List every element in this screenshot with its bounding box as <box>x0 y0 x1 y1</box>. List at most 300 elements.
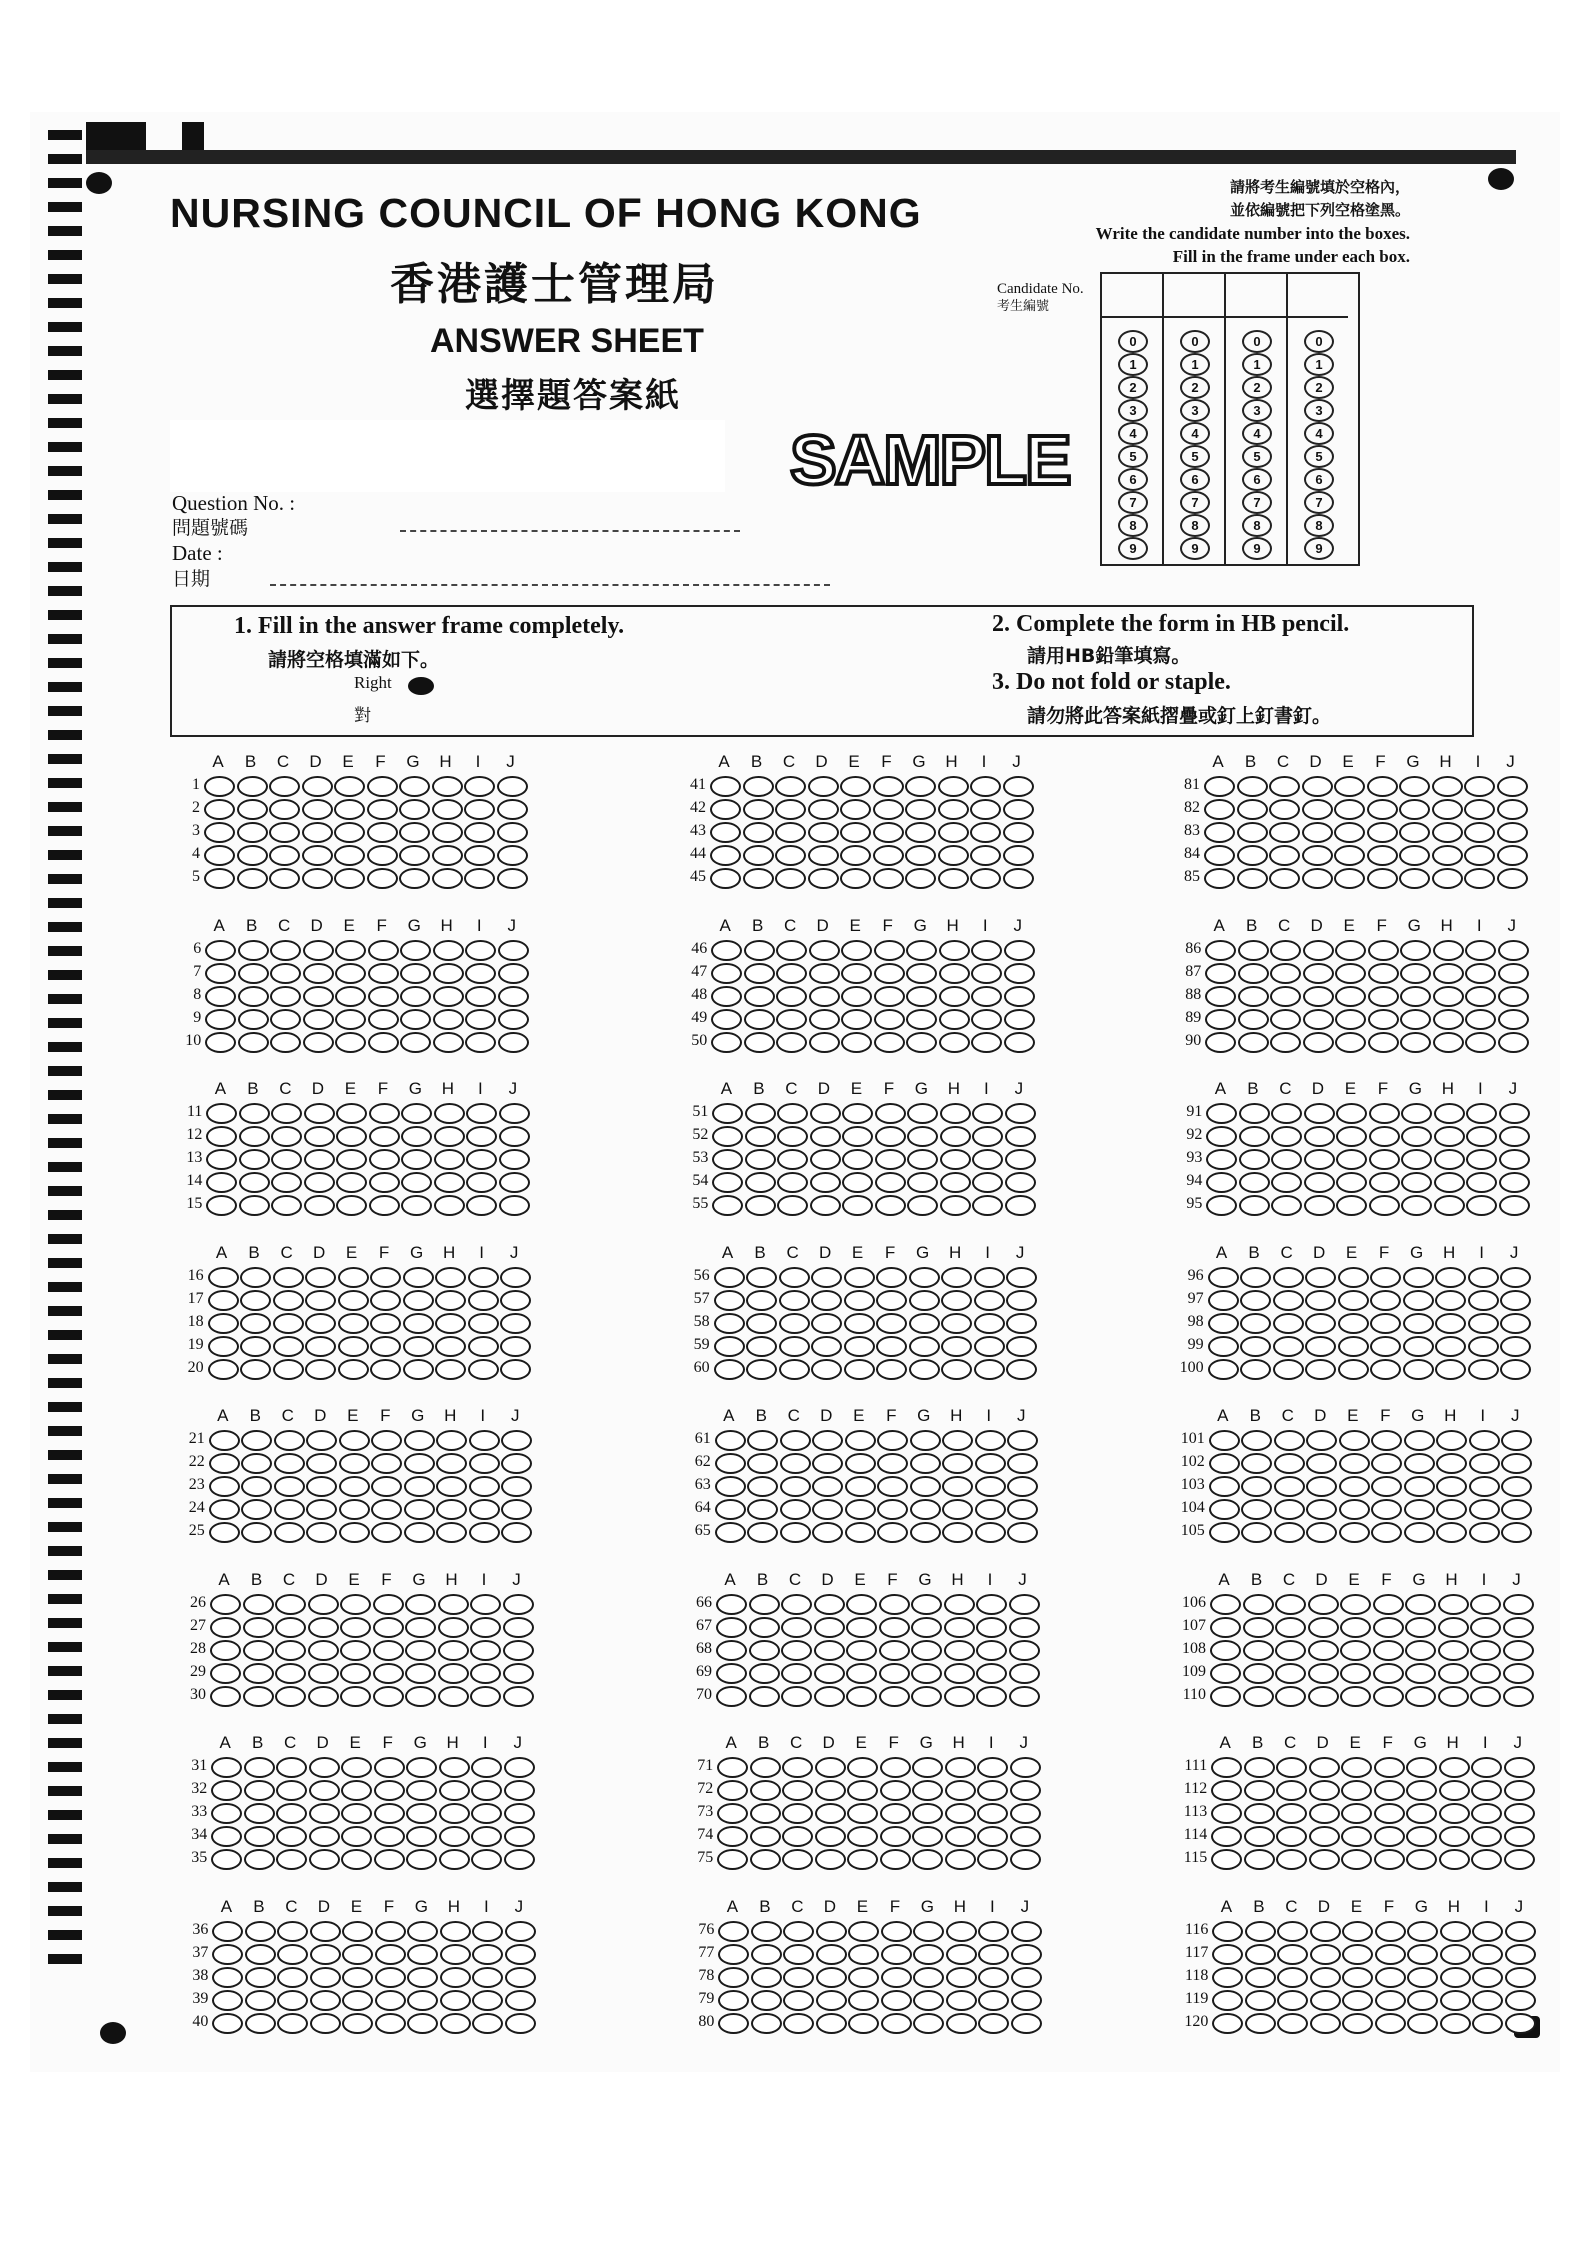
answer-bubble[interactable] <box>241 1499 272 1520</box>
answer-bubble[interactable] <box>812 1453 843 1474</box>
answer-bubble[interactable] <box>873 776 904 797</box>
answer-bubble[interactable] <box>305 1336 336 1357</box>
answer-bubble[interactable] <box>976 1663 1007 1684</box>
answer-bubble[interactable] <box>340 1617 371 1638</box>
answer-bubble[interactable] <box>277 1967 308 1988</box>
answer-bubble[interactable] <box>432 845 463 866</box>
answer-bubble[interactable] <box>432 799 463 820</box>
answer-bubble[interactable] <box>334 845 365 866</box>
answer-bubble[interactable] <box>1401 1172 1432 1193</box>
answer-bubble[interactable] <box>206 1172 237 1193</box>
answer-bubble[interactable] <box>1011 1944 1042 1965</box>
answer-bubble[interactable] <box>1403 1267 1434 1288</box>
answer-bubble[interactable] <box>880 1757 911 1778</box>
answer-bubble[interactable] <box>1009 1663 1040 1684</box>
answer-bubble[interactable] <box>972 1103 1003 1124</box>
answer-bubble[interactable] <box>407 1944 438 1965</box>
answer-bubble[interactable] <box>975 1453 1006 1474</box>
answer-bubble[interactable] <box>710 799 741 820</box>
answer-bubble[interactable] <box>404 1499 435 1520</box>
answer-bubble[interactable] <box>1371 1430 1402 1451</box>
answer-bubble[interactable] <box>1204 822 1235 843</box>
answer-bubble[interactable] <box>939 940 970 961</box>
answer-bubble[interactable] <box>374 1826 405 1847</box>
answer-bubble[interactable] <box>1465 1032 1496 1053</box>
answer-bubble[interactable] <box>1399 845 1430 866</box>
answer-bubble[interactable] <box>747 1430 778 1451</box>
answer-bubble[interactable] <box>1334 799 1365 820</box>
answer-bubble[interactable] <box>1277 1967 1308 1988</box>
answer-bubble[interactable] <box>811 1267 842 1288</box>
answer-bubble[interactable] <box>777 1126 808 1147</box>
answer-bubble[interactable] <box>210 1663 241 1684</box>
candidate-digit-bubble[interactable]: 2 <box>1304 376 1334 399</box>
answer-bubble[interactable] <box>1209 1476 1240 1497</box>
answer-bubble[interactable] <box>505 2013 536 2034</box>
answer-bubble[interactable] <box>438 1617 469 1638</box>
answer-bubble[interactable] <box>374 1803 405 1824</box>
answer-bubble[interactable] <box>239 1126 270 1147</box>
answer-bubble[interactable] <box>245 2013 276 2034</box>
answer-bubble[interactable] <box>1468 1359 1499 1380</box>
answer-bubble[interactable] <box>808 868 839 889</box>
answer-bubble[interactable] <box>1245 2013 1276 2034</box>
answer-bubble[interactable] <box>1498 940 1529 961</box>
candidate-digit-bubble[interactable]: 4 <box>1118 422 1148 445</box>
answer-bubble[interactable] <box>1010 1780 1041 1801</box>
candidate-digit-bubble[interactable]: 3 <box>1180 399 1210 422</box>
answer-bubble[interactable] <box>206 1149 237 1170</box>
answer-bubble[interactable] <box>1499 1126 1530 1147</box>
answer-bubble[interactable] <box>1011 2013 1042 2034</box>
answer-bubble[interactable] <box>779 1290 810 1311</box>
answer-bubble[interactable] <box>440 2013 471 2034</box>
answer-bubble[interactable] <box>1407 2013 1438 2034</box>
answer-bubble[interactable] <box>775 822 806 843</box>
answer-bubble[interactable] <box>1336 1103 1367 1124</box>
answer-bubble[interactable] <box>1240 1336 1271 1357</box>
answer-bubble[interactable] <box>880 1803 911 1824</box>
answer-bubble[interactable] <box>977 1757 1008 1778</box>
answer-bubble[interactable] <box>498 986 529 1007</box>
answer-bubble[interactable] <box>1243 1640 1274 1661</box>
answer-bubble[interactable] <box>1209 1522 1240 1543</box>
answer-bubble[interactable] <box>848 1967 879 1988</box>
answer-bubble[interactable] <box>335 1032 366 1053</box>
answer-bubble[interactable] <box>209 1522 240 1543</box>
answer-bubble[interactable] <box>1401 1126 1432 1147</box>
answer-bubble[interactable] <box>499 1103 530 1124</box>
answer-bubble[interactable] <box>303 1032 334 1053</box>
answer-bubble[interactable] <box>1271 1103 1302 1124</box>
answer-bubble[interactable] <box>1342 1967 1373 1988</box>
candidate-digit-bubble[interactable]: 6 <box>1118 468 1148 491</box>
answer-bubble[interactable] <box>780 1476 811 1497</box>
answer-bubble[interactable] <box>808 776 839 797</box>
answer-bubble[interactable] <box>1341 1757 1372 1778</box>
answer-bubble[interactable] <box>841 986 872 1007</box>
answer-bubble[interactable] <box>751 1990 782 2011</box>
answer-bubble[interactable] <box>847 1803 878 1824</box>
answer-bubble[interactable] <box>777 1195 808 1216</box>
answer-bubble[interactable] <box>1371 1499 1402 1520</box>
answer-bubble[interactable] <box>971 1009 1002 1030</box>
answer-bubble[interactable] <box>911 1663 942 1684</box>
answer-bubble[interactable] <box>273 1336 304 1357</box>
answer-bubble[interactable] <box>241 1522 272 1543</box>
answer-bubble[interactable] <box>399 868 430 889</box>
answer-bubble[interactable] <box>909 1359 940 1380</box>
answer-bubble[interactable] <box>809 940 840 961</box>
answer-bubble[interactable] <box>1464 822 1495 843</box>
answer-bubble[interactable] <box>745 1126 776 1147</box>
answer-bubble[interactable] <box>1464 776 1495 797</box>
answer-bubble[interactable] <box>438 1640 469 1661</box>
answer-bubble[interactable] <box>1336 1172 1367 1193</box>
answer-bubble[interactable] <box>972 1195 1003 1216</box>
answer-bubble[interactable] <box>875 1149 906 1170</box>
answer-bubble[interactable] <box>811 1313 842 1334</box>
answer-bubble[interactable] <box>779 1359 810 1380</box>
answer-bubble[interactable] <box>341 1780 372 1801</box>
answer-bubble[interactable] <box>1304 1172 1335 1193</box>
answer-bubble[interactable] <box>1435 1290 1466 1311</box>
answer-bubble[interactable] <box>1243 1663 1274 1684</box>
answer-bubble[interactable] <box>942 1453 973 1474</box>
answer-bubble[interactable] <box>1240 1359 1271 1380</box>
answer-bubble[interactable] <box>1006 1359 1037 1380</box>
answer-bubble[interactable] <box>1498 1009 1529 1030</box>
answer-bubble[interactable] <box>873 799 904 820</box>
answer-bubble[interactable] <box>747 1522 778 1543</box>
answer-bubble[interactable] <box>906 940 937 961</box>
answer-bubble[interactable] <box>1436 1522 1467 1543</box>
answer-bubble[interactable] <box>239 1195 270 1216</box>
answer-bubble[interactable] <box>371 1522 402 1543</box>
answer-bubble[interactable] <box>205 986 236 1007</box>
answer-bubble[interactable] <box>211 1780 242 1801</box>
answer-bubble[interactable] <box>370 1336 401 1357</box>
answer-bubble[interactable] <box>710 845 741 866</box>
answer-bubble[interactable] <box>399 822 430 843</box>
answer-bubble[interactable] <box>304 1149 335 1170</box>
answer-bubble[interactable] <box>845 1522 876 1543</box>
answer-bubble[interactable] <box>407 2013 438 2034</box>
answer-bubble[interactable] <box>976 1617 1007 1638</box>
answer-bubble[interactable] <box>302 822 333 843</box>
answer-bubble[interactable] <box>1243 1686 1274 1707</box>
answer-bubble[interactable] <box>715 1522 746 1543</box>
answer-bubble[interactable] <box>1370 1267 1401 1288</box>
answer-bubble[interactable] <box>749 1640 780 1661</box>
answer-bubble[interactable] <box>212 1944 243 1965</box>
answer-bubble[interactable] <box>1306 1522 1337 1543</box>
answer-bubble[interactable] <box>974 1336 1005 1357</box>
answer-bubble[interactable] <box>205 1032 236 1053</box>
answer-bubble[interactable] <box>1405 1640 1436 1661</box>
answer-bubble[interactable] <box>339 1430 370 1451</box>
answer-bubble[interactable] <box>239 1149 270 1170</box>
answer-bubble[interactable] <box>304 1172 335 1193</box>
answer-bubble[interactable] <box>271 1195 302 1216</box>
answer-bubble[interactable] <box>783 1967 814 1988</box>
answer-bubble[interactable] <box>369 1149 400 1170</box>
answer-bubble[interactable] <box>440 1990 471 2011</box>
answer-bubble[interactable] <box>1466 1126 1497 1147</box>
answer-bubble[interactable] <box>212 2013 243 2034</box>
answer-bubble[interactable] <box>1367 845 1398 866</box>
answer-bubble[interactable] <box>974 1313 1005 1334</box>
answer-bubble[interactable] <box>336 1195 367 1216</box>
answer-bubble[interactable] <box>977 1849 1008 1870</box>
answer-bubble[interactable] <box>975 1499 1006 1520</box>
answer-bubble[interactable] <box>1498 986 1529 1007</box>
answer-bubble[interactable] <box>472 1990 503 2011</box>
answer-bubble[interactable] <box>842 1149 873 1170</box>
answer-bubble[interactable] <box>942 1499 973 1520</box>
answer-bubble[interactable] <box>497 799 528 820</box>
answer-bubble[interactable] <box>1404 1453 1435 1474</box>
answer-bubble[interactable] <box>1237 845 1268 866</box>
answer-bubble[interactable] <box>1464 845 1495 866</box>
answer-bubble[interactable] <box>1470 1640 1501 1661</box>
answer-bubble[interactable] <box>469 1430 500 1451</box>
candidate-digit-bubble[interactable]: 9 <box>1242 537 1272 560</box>
answer-bubble[interactable] <box>815 1780 846 1801</box>
answer-bubble[interactable] <box>912 1803 943 1824</box>
answer-bubble[interactable] <box>210 1617 241 1638</box>
answer-bubble[interactable] <box>339 1453 370 1474</box>
answer-bubble[interactable] <box>1009 1617 1040 1638</box>
answer-bubble[interactable] <box>874 963 905 984</box>
answer-bubble[interactable] <box>845 1476 876 1497</box>
answer-bubble[interactable] <box>277 2013 308 2034</box>
candidate-digit-bubble[interactable]: 5 <box>1242 445 1272 468</box>
answer-bubble[interactable] <box>1243 1594 1274 1615</box>
answer-bubble[interactable] <box>1436 1453 1467 1474</box>
answer-bubble[interactable] <box>1407 1990 1438 2011</box>
answer-bubble[interactable] <box>846 1663 877 1684</box>
answer-bubble[interactable] <box>775 799 806 820</box>
answer-bubble[interactable] <box>1369 1195 1400 1216</box>
answer-bubble[interactable] <box>751 1944 782 1965</box>
answer-bubble[interactable] <box>810 1149 841 1170</box>
answer-bubble[interactable] <box>240 1267 271 1288</box>
answer-bubble[interactable] <box>367 845 398 866</box>
answer-bubble[interactable] <box>1375 1990 1406 2011</box>
answer-bubble[interactable] <box>814 1617 845 1638</box>
answer-bubble[interactable] <box>1472 1990 1503 2011</box>
answer-bubble[interactable] <box>1342 1944 1373 1965</box>
answer-bubble[interactable] <box>271 1172 302 1193</box>
answer-bubble[interactable] <box>1470 1594 1501 1615</box>
answer-bubble[interactable] <box>1466 1172 1497 1193</box>
answer-bubble[interactable] <box>237 776 268 797</box>
answer-bubble[interactable] <box>271 1103 302 1124</box>
answer-bubble[interactable] <box>1340 1686 1371 1707</box>
answer-bubble[interactable] <box>971 940 1002 961</box>
answer-bubble[interactable] <box>1334 845 1365 866</box>
answer-bubble[interactable] <box>237 868 268 889</box>
answer-bubble[interactable] <box>1204 868 1235 889</box>
candidate-digit-bubble[interactable]: 5 <box>1180 445 1210 468</box>
answer-bubble[interactable] <box>209 1453 240 1474</box>
answer-bubble[interactable] <box>335 940 366 961</box>
answer-bubble[interactable] <box>1472 1944 1503 1965</box>
answer-bubble[interactable] <box>1340 1617 1371 1638</box>
answer-bubble[interactable] <box>1369 1149 1400 1170</box>
answer-bubble[interactable] <box>716 1617 747 1638</box>
answer-bubble[interactable] <box>1400 986 1431 1007</box>
answer-bubble[interactable] <box>1273 1359 1304 1380</box>
answer-bubble[interactable] <box>978 1944 1009 1965</box>
answer-bubble[interactable] <box>436 1430 467 1451</box>
answer-bubble[interactable] <box>1432 776 1463 797</box>
answer-bubble[interactable] <box>1400 963 1431 984</box>
answer-bubble[interactable] <box>1436 1476 1467 1497</box>
answer-bubble[interactable] <box>468 1290 499 1311</box>
answer-bubble[interactable] <box>881 1990 912 2011</box>
answer-bubble[interactable] <box>1407 1921 1438 1942</box>
answer-bubble[interactable] <box>241 1453 272 1474</box>
answer-bubble[interactable] <box>840 845 871 866</box>
answer-bubble[interactable] <box>717 1849 748 1870</box>
answer-bubble[interactable] <box>245 1921 276 1942</box>
answer-bubble[interactable] <box>1308 1686 1339 1707</box>
answer-bubble[interactable] <box>273 1313 304 1334</box>
answer-bubble[interactable] <box>212 1990 243 2011</box>
question-no-field[interactable] <box>400 530 740 532</box>
answer-bubble[interactable] <box>1244 1803 1275 1824</box>
answer-bubble[interactable] <box>1338 1313 1369 1334</box>
answer-bubble[interactable] <box>1006 1336 1037 1357</box>
answer-bubble[interactable] <box>211 1826 242 1847</box>
candidate-digit-bubble[interactable]: 6 <box>1242 468 1272 491</box>
answer-bubble[interactable] <box>503 1617 534 1638</box>
answer-bubble[interactable] <box>1271 1149 1302 1170</box>
answer-bubble[interactable] <box>1342 1990 1373 2011</box>
answer-bubble[interactable] <box>718 2013 749 2034</box>
answer-bubble[interactable] <box>1335 963 1366 984</box>
answer-bubble[interactable] <box>970 845 1001 866</box>
answer-bubble[interactable] <box>1368 1032 1399 1053</box>
answer-bubble[interactable] <box>715 1499 746 1520</box>
answer-bubble[interactable] <box>972 1149 1003 1170</box>
answer-bubble[interactable] <box>875 1126 906 1147</box>
answer-bubble[interactable] <box>1243 1617 1274 1638</box>
answer-bubble[interactable] <box>1500 1359 1531 1380</box>
answer-bubble[interactable] <box>504 1757 535 1778</box>
answer-bubble[interactable] <box>1369 1172 1400 1193</box>
answer-bubble[interactable] <box>907 1149 938 1170</box>
answer-bubble[interactable] <box>1273 1267 1304 1288</box>
answer-bubble[interactable] <box>341 1757 372 1778</box>
answer-bubble[interactable] <box>905 845 936 866</box>
answer-bubble[interactable] <box>403 1267 434 1288</box>
answer-bubble[interactable] <box>373 1686 404 1707</box>
answer-bubble[interactable] <box>243 1617 274 1638</box>
answer-bubble[interactable] <box>1276 1849 1307 1870</box>
answer-bubble[interactable] <box>308 1663 339 1684</box>
answer-bubble[interactable] <box>1401 1149 1432 1170</box>
answer-bubble[interactable] <box>941 1359 972 1380</box>
answer-bubble[interactable] <box>746 1336 777 1357</box>
answer-bubble[interactable] <box>503 1594 534 1615</box>
answer-bubble[interactable] <box>1009 1594 1040 1615</box>
answer-bubble[interactable] <box>338 1290 369 1311</box>
answer-bubble[interactable] <box>275 1594 306 1615</box>
answer-bubble[interactable] <box>876 1359 907 1380</box>
answer-bubble[interactable] <box>746 1359 777 1380</box>
answer-bubble[interactable] <box>367 776 398 797</box>
answer-bubble[interactable] <box>811 1336 842 1357</box>
answer-bubble[interactable] <box>1206 1195 1237 1216</box>
answer-bubble[interactable] <box>435 1359 466 1380</box>
answer-bubble[interactable] <box>338 1267 369 1288</box>
answer-bubble[interactable] <box>1306 1453 1337 1474</box>
answer-bubble[interactable] <box>1468 1290 1499 1311</box>
answer-bubble[interactable] <box>275 1663 306 1684</box>
answer-bubble[interactable] <box>1005 1126 1036 1147</box>
answer-bubble[interactable] <box>1500 1290 1531 1311</box>
answer-bubble[interactable] <box>1367 868 1398 889</box>
answer-bubble[interactable] <box>243 1640 274 1661</box>
answer-bubble[interactable] <box>1370 1313 1401 1334</box>
answer-bubble[interactable] <box>305 1313 336 1334</box>
answer-bubble[interactable] <box>436 1499 467 1520</box>
answer-bubble[interactable] <box>848 1990 879 2011</box>
answer-bubble[interactable] <box>940 1195 971 1216</box>
answer-bubble[interactable] <box>717 1757 748 1778</box>
answer-bubble[interactable] <box>816 2013 847 2034</box>
answer-bubble[interactable] <box>751 1967 782 1988</box>
answer-bubble[interactable] <box>970 868 1001 889</box>
answer-bubble[interactable] <box>810 1126 841 1147</box>
answer-bubble[interactable] <box>303 986 334 1007</box>
answer-bubble[interactable] <box>308 1617 339 1638</box>
answer-bubble[interactable] <box>504 1826 535 1847</box>
answer-bubble[interactable] <box>877 1430 908 1451</box>
answer-bubble[interactable] <box>1370 1336 1401 1357</box>
answer-bubble[interactable] <box>782 1826 813 1847</box>
answer-bubble[interactable] <box>305 1290 336 1311</box>
answer-bubble[interactable] <box>1302 868 1333 889</box>
answer-bubble[interactable] <box>472 1944 503 1965</box>
answer-bubble[interactable] <box>976 1594 1007 1615</box>
answer-bubble[interactable] <box>303 1009 334 1030</box>
answer-bubble[interactable] <box>714 1359 745 1380</box>
answer-bubble[interactable] <box>1471 1757 1502 1778</box>
answer-bubble[interactable] <box>938 776 969 797</box>
answer-bubble[interactable] <box>1469 1430 1500 1451</box>
answer-bubble[interactable] <box>498 1032 529 1053</box>
answer-bubble[interactable] <box>208 1359 239 1380</box>
answer-bubble[interactable] <box>1371 1522 1402 1543</box>
answer-bubble[interactable] <box>439 1757 470 1778</box>
answer-bubble[interactable] <box>1407 1967 1438 1988</box>
answer-bubble[interactable] <box>750 1780 781 1801</box>
answer-bubble[interactable] <box>1401 1103 1432 1124</box>
answer-bubble[interactable] <box>907 1195 938 1216</box>
answer-bubble[interactable] <box>811 1290 842 1311</box>
answer-bubble[interactable] <box>1204 845 1235 866</box>
answer-bubble[interactable] <box>1212 1990 1243 2011</box>
answer-bubble[interactable] <box>873 868 904 889</box>
answer-bubble[interactable] <box>1309 1849 1340 1870</box>
answer-bubble[interactable] <box>1469 1499 1500 1520</box>
answer-bubble[interactable] <box>308 1686 339 1707</box>
answer-bubble[interactable] <box>716 1594 747 1615</box>
